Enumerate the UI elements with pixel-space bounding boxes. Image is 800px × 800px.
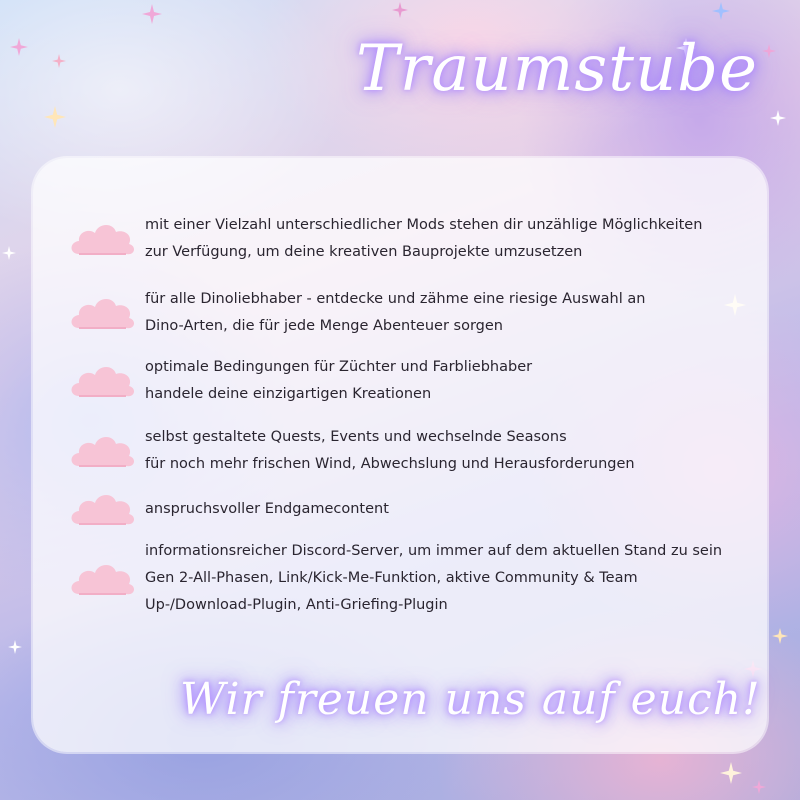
sparkle-icon: [142, 4, 162, 24]
feature-item: [69, 354, 727, 408]
sparkle-icon: [712, 2, 730, 20]
feature-item: [69, 538, 727, 619]
sparkle-icon: [44, 106, 66, 128]
feature-item: [69, 212, 727, 266]
sparkle-icon: [392, 2, 408, 18]
feature-text-line: für alle Dinoliebhaber - entdecke und zähme eine riesige Auswahl an: [145, 291, 646, 307]
sparkle-icon: [720, 762, 742, 784]
feature-text-line: für noch mehr frischen Wind, Abwechslung und Herausforderungen: [145, 456, 635, 472]
feature-text-line: selbst gestaltete Quests, Events und wechselnde Seasons: [145, 429, 567, 445]
feature-text-line: optimale Bedingungen für Züchter und Farbliebhaber: [145, 359, 533, 375]
feature-text-line: Dino-Arten, die für jede Menge Abenteuer sorgen: [145, 318, 503, 334]
feature-panel: [33, 158, 767, 752]
cloud-icon: [69, 488, 135, 530]
sparkle-icon: [752, 780, 766, 794]
cloud-icon: [69, 360, 135, 402]
page-title: Traumstube: [356, 32, 758, 106]
closing-tagline: Wir freuen uns auf euch!: [180, 674, 761, 725]
cloud-icon: [69, 218, 135, 260]
sparkle-icon: [762, 44, 776, 58]
sparkle-icon: [772, 628, 788, 644]
feature-text-line: mit einer Vielzahl unterschiedlicher Mods stehen dir unzählige Möglichkeiten: [145, 217, 703, 233]
feature-item: [69, 488, 727, 530]
sparkle-icon: [8, 640, 22, 654]
sparkle-icon: [770, 110, 786, 126]
sparkle-icon: [2, 246, 16, 260]
sparkle-icon: [52, 54, 66, 68]
cloud-icon: [69, 558, 135, 600]
cloud-icon: [69, 292, 135, 334]
feature-text-line: Gen 2-All-Phasen, Link/Kick-Me-Funktion, aktive Community & Team: [145, 570, 638, 586]
feature-text-line: handele deine einzigartigen Kreationen: [145, 386, 432, 402]
feature-text-line: anspruchsvoller Endgamecontent: [145, 500, 389, 517]
feature-text-line: Up-/Download-Plugin, Anti-Griefing-Plugin: [145, 597, 448, 613]
cloud-icon: [69, 430, 135, 472]
feature-item: [69, 286, 727, 340]
sparkle-icon: [10, 38, 28, 56]
feature-text-line: zur Verfügung, um deine kreativen Bauprojekte umzusetzen: [145, 244, 583, 260]
feature-text-line: informationsreicher Discord-Server, um immer auf dem aktuellen Stand zu sein: [145, 543, 723, 559]
feature-item: [69, 424, 727, 478]
